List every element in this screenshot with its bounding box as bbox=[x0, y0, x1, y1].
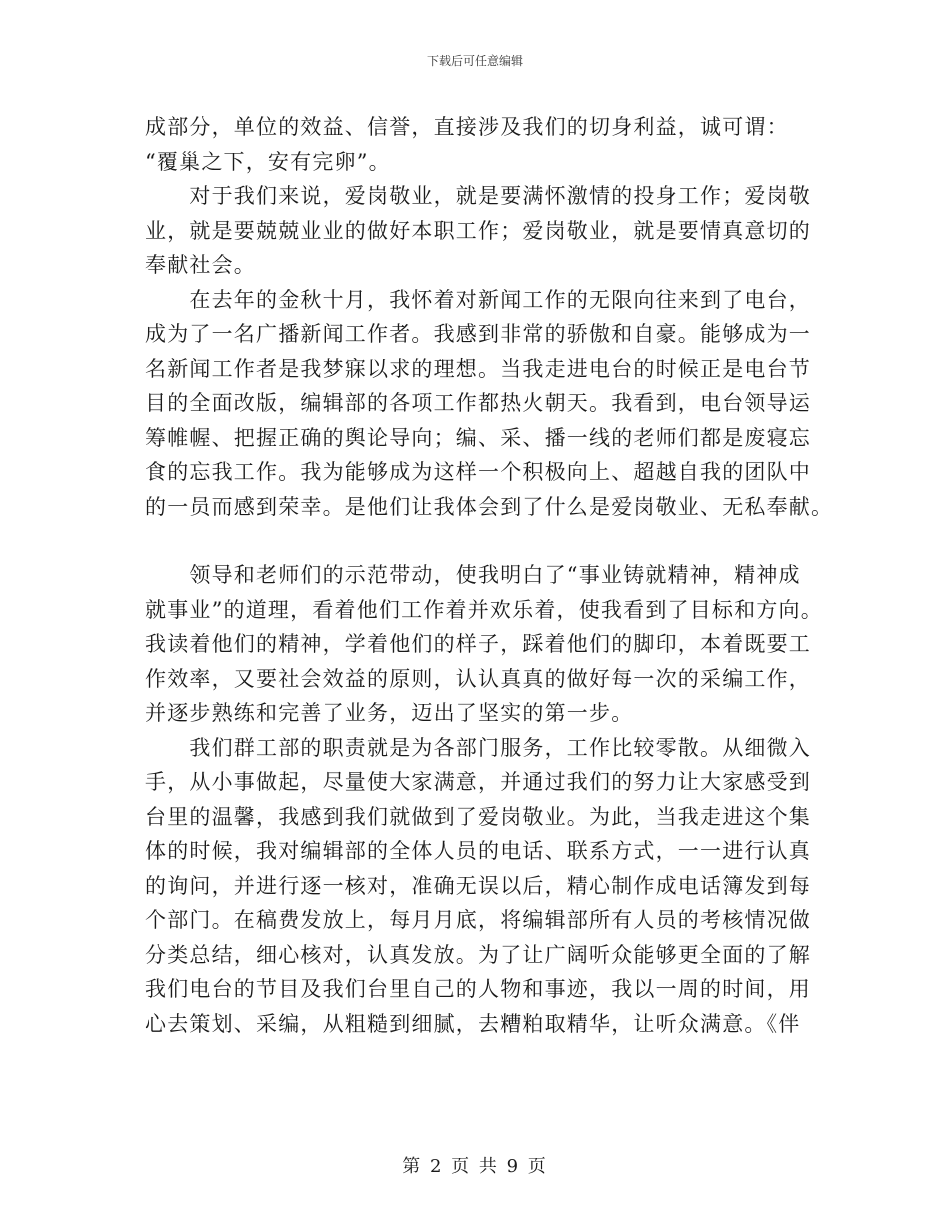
paragraph-2 bbox=[145, 179, 810, 283]
text-line: 领导和老师们的示范带动，使我明白了“事业铸就精神，精神成 bbox=[145, 563, 801, 587]
paragraph-5 bbox=[145, 731, 810, 1042]
text-line: 分类总结，细心核对，认真发放。为了让广阔听众能够更全面的了解 bbox=[145, 942, 811, 967]
text-line: 心去策划、采编，从粗糙到细腻，去糟粕取精华，让听众满意。《伴 bbox=[145, 1011, 801, 1036]
text-line: 体的时候，我对编辑部的全体人员的电话、联系方式，一一进行认真 bbox=[145, 839, 811, 863]
text-line: 在去年的金秋十月，我怀着对新闻工作的无限向往来到了电台， bbox=[145, 287, 811, 312]
text-line: 的询问，并进行逐一核对，准确无误以后，精心制作成电话簿发到每 bbox=[145, 873, 811, 898]
text-line: “覆巢之下，安有完卵”。 bbox=[145, 149, 391, 174]
text-line: 我读着他们的精神，学着他们的样子，踩着他们的脚印，本着既要工 bbox=[145, 632, 811, 656]
text-line: 我们电台的节目及我们台里自己的人物和事迹，我以一周的时间，用 bbox=[145, 977, 811, 1001]
text-line: 个部门。在稿费发放上，每月月底，将编辑部所有人员的考核情况做 bbox=[145, 908, 811, 932]
text-line: 成为了一名广播新闻工作者。我感到非常的骄傲和自豪。能够成为一 bbox=[145, 322, 811, 346]
text-line: 奉献社会。 bbox=[145, 253, 256, 277]
text-line: 成部分，单位的效益、信誉，直接涉及我们的切身利益，诚可谓： bbox=[145, 115, 789, 139]
text-line: 手，从小事做起，尽量使大家满意，并通过我们的努力让大家感受到 bbox=[145, 770, 811, 794]
text-line: 就事业”的道理，看着他们工作着并欢乐着，使我看到了目标和方向。 bbox=[145, 597, 823, 622]
paragraph-3 bbox=[145, 283, 834, 525]
text-line: 的一员而感到荣幸。是他们让我体会到了什么是爱岗敬业、无私奉献。 bbox=[145, 494, 834, 519]
paragraph-1 bbox=[145, 110, 810, 179]
text-line: 业，就是要兢兢业业的做好本职工作；爱岗敬业，就是要情真意切的 bbox=[145, 218, 811, 243]
text-line: 台里的温馨，我感到我们就做到了爱岗敬业。为此，当我走进这个集 bbox=[145, 804, 811, 829]
text-line: 我们群工部的职责就是为各部门服务，工作比较零散。从细微入 bbox=[145, 735, 811, 760]
document-body bbox=[145, 110, 834, 1041]
page-number-footer: 第 2 页 共 9 页 bbox=[402, 1156, 548, 1177]
text-line: 食的忘我工作。我为能够成为这样一个积极向上、超越自我的团队中 bbox=[145, 460, 811, 484]
paragraph-4 bbox=[145, 558, 823, 731]
text-line: 筹帷幄、把握正确的舆论导向；编、采、播一线的老师们都是废寝忘 bbox=[145, 425, 811, 450]
text-line: 并逐步熟练和完善了业务，迈出了坚实的第一步。 bbox=[145, 701, 634, 725]
text-line: 对于我们来说，爱岗敬业，就是要满怀激情的投身工作；爱岗敬 bbox=[145, 184, 811, 208]
page-header: 下载后可任意编辑 bbox=[426, 54, 523, 68]
text-line: 名新闻工作者是我梦寐以求的理想。当我走进电台的时候正是电台节 bbox=[145, 356, 811, 381]
text-line: 目的全面改版，编辑部的各项工作都热火朝天。我看到，电台领导运 bbox=[145, 391, 811, 415]
text-line: 作效率，又要社会效益的原则，认认真真的做好每一次的采编工作， bbox=[145, 666, 811, 691]
